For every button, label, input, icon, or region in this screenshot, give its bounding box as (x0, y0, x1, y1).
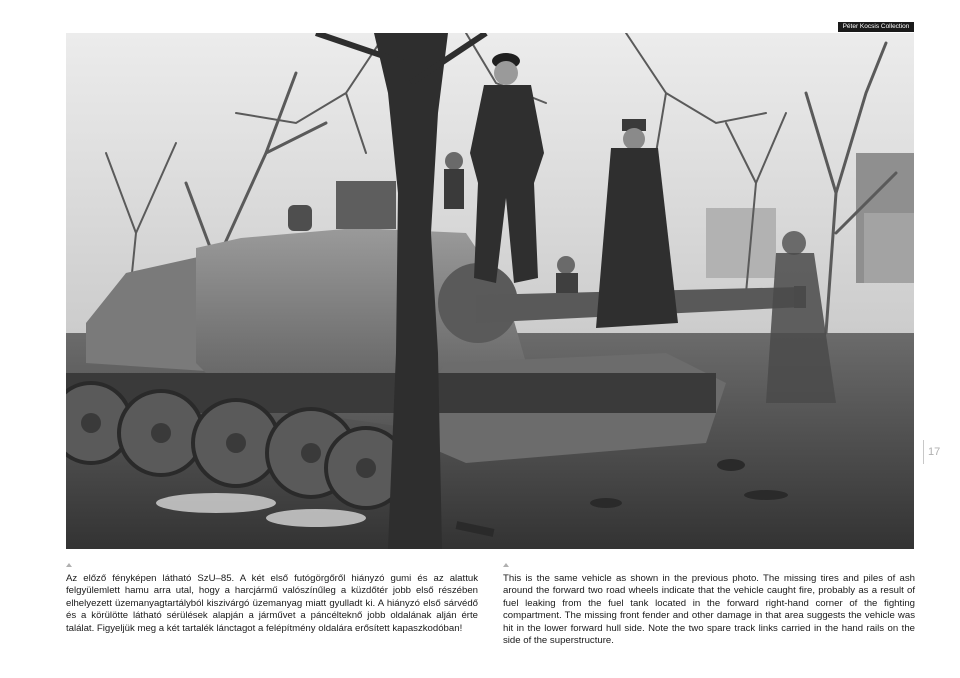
caption-english: This is the same vehicle as shown in the previous photo. The missing tires and piles of ash around the forward two road wheels indicate that the vehicle caught fire, probably as a result of fuel leaking from the fuel tank located in the forward right-hand corner of the fighting compartment. The missing front fender and other damage in that area suggests the vehicle was hit in the lower forward hull side. Note the two spare track links carried in the hand rails on the side of the superstructure. (503, 573, 915, 647)
caption-hungarian: Az előző fényképen látható SzU–85. A két első futógörgőről hiányzó gumi és az alattuk felgyülemlett hamu arra utal, hogy a harcjármű valószínűleg a küzdőtér jobb első részében elhelyezett üzemanyagtartályból kiszivárgó üzemanyag miatt gyulladt ki. A hiányzó első sárvédő és a körülötte látható sérülések alapján a járművet a páncélteknő jobb oldalának alján érte találat. Figyeljük meg a két tartalék lánctagot a felépítmény oldalára erősített kapaszkodóban! (66, 573, 478, 634)
caption-marker-icon (503, 563, 509, 567)
photo-illustration (66, 33, 914, 549)
caption-marker-icon (66, 563, 72, 567)
page-number: 17 (928, 446, 941, 458)
page-number-rule (923, 440, 924, 464)
photograph (66, 33, 914, 549)
photo-credit: Péter Kocsis Collection (838, 22, 914, 32)
